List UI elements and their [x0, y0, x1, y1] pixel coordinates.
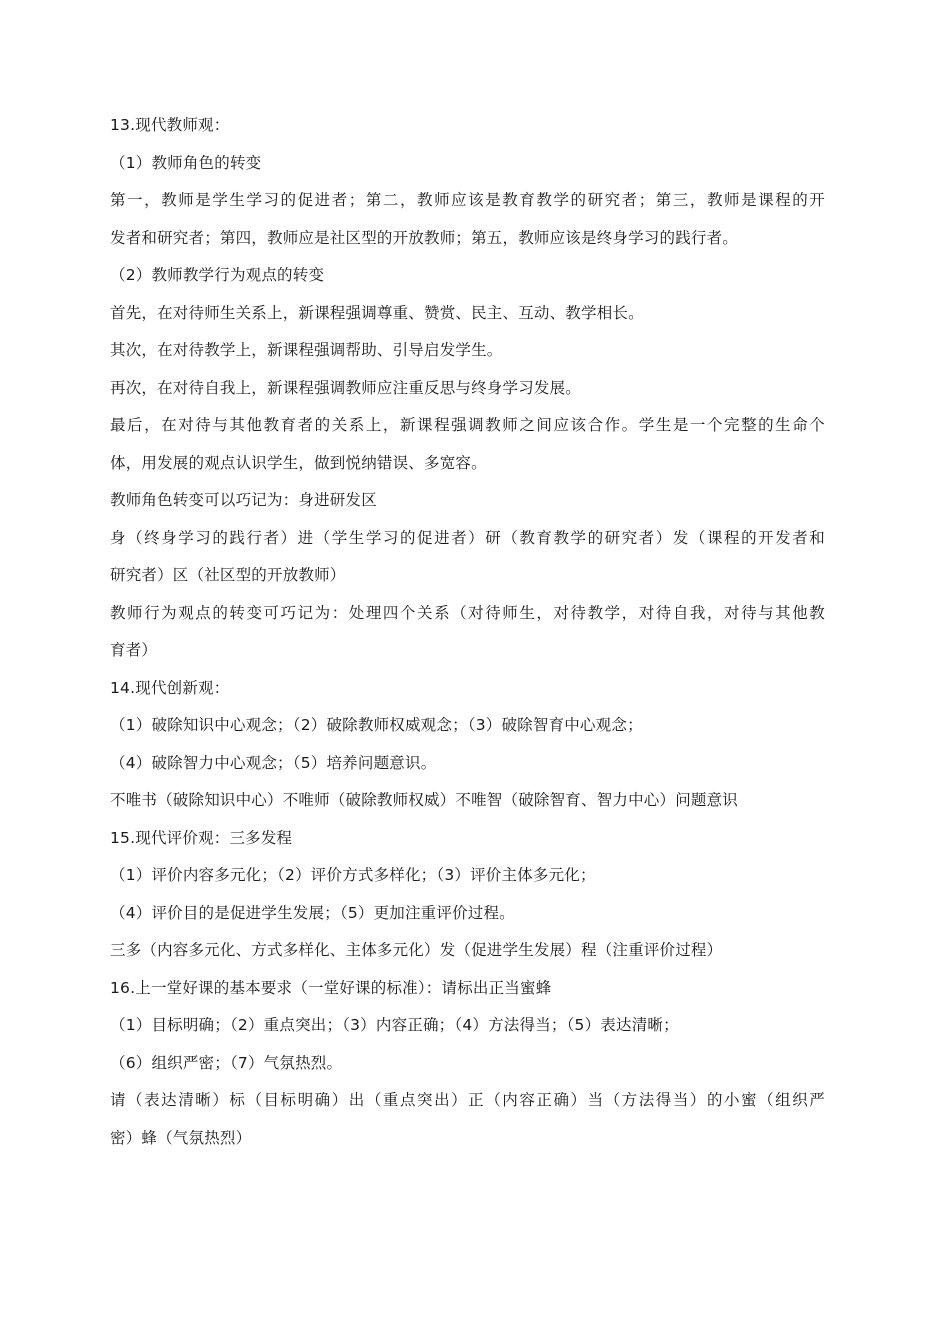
paragraph-line: 最后，在对待与其他教育者的关系上，新课程强调教师之间应该合作。学生是一个完整的生命个	[110, 416, 825, 434]
paragraph-line: 第一，教师是学生学习的促进者；第二，教师应该是教育教学的研究者；第三，教师是课程的开	[110, 191, 825, 209]
section-heading-13: 13.现代教师观：	[110, 116, 230, 134]
paragraph-line: 身（终身学习的践行者）进（学生学习的促进者）研（教育教学的研究者）发（课程的开发者和	[110, 528, 825, 547]
list-line: （1）破除知识中心观念；（2）破除教师权威观念；（3）破除智育中心观念；	[110, 716, 643, 734]
paragraph-line: 研究者）区（社区型的开放教师）	[110, 566, 346, 584]
mnemonic-line: 密）蜂（气氛热烈）	[110, 1128, 252, 1147]
document-body	[110, 107, 825, 1157]
section-heading-16: 16.上一堂好课的基本要求（一堂好课的标准）：请标出正当蜜蜂	[110, 978, 552, 997]
section-heading-14: 14.现代创新观：	[110, 678, 230, 697]
list-line: （4）破除智力中心观念；（5）培养问题意识。	[110, 753, 437, 772]
mnemonic-line: 教师角色转变可以巧记为：身进研发区	[110, 491, 377, 509]
list-line: （4）评价目的是促进学生发展；（5）更加注重评价过程。	[110, 903, 515, 922]
paragraph-line: 教师行为观点的转变可巧记为：处理四个关系（对待师生，对待教学，对待自我，对待与其他教	[110, 603, 825, 622]
section-heading-15: 15.现代评价观：三多发程	[110, 828, 293, 847]
list-line: （6）组织严密；（7）气氛热烈。	[110, 1053, 343, 1072]
subheading-teaching-behavior: （2）教师教学行为观点的转变	[110, 266, 325, 284]
paragraph-line: 育者）	[110, 641, 158, 659]
paragraph-line: 首先，在对待师生关系上，新课程强调尊重、赞赏、民主、互动、教学相长。	[110, 303, 644, 322]
paragraph-line: 再次，在对待自我上，新课程强调教师应注重反思与终身学习发展。	[110, 378, 582, 397]
mnemonic-line: 请（表达清晰）标（目标明确）出（重点突出）正（内容正确）当（方法得当）的小蜜（组织严	[110, 1091, 825, 1109]
paragraph-line: 其次，在对待教学上，新课程强调帮助、引导启发学生。	[110, 341, 503, 359]
mnemonic-line: 不唯书（破除知识中心）不唯师（破除教师权威）不唯智（破除智育、智力中心）问题意识	[110, 791, 739, 809]
mnemonic-line: 三多（内容多元化、方式多样化、主体多元化）发（促进学生发展）程（注重评价过程）	[110, 941, 723, 959]
subheading-teacher-role: （1）教师角色的转变	[110, 153, 262, 172]
list-line: （1）目标明确；（2）重点突出；（3）内容正确；（4）方法得当；（5）表达清晰；	[110, 1016, 679, 1034]
paragraph-line: 体，用发展的观点认识学生，做到悦纳错误、多宽容。	[110, 453, 487, 472]
paragraph-line: 发者和研究者；第四，教师应是社区型的开放教师；第五，教师应该是终身学习的践行者。	[110, 228, 739, 247]
list-line: （1）评价内容多元化；（2）评价方式多样化；（3）评价主体多元化；	[110, 866, 596, 884]
